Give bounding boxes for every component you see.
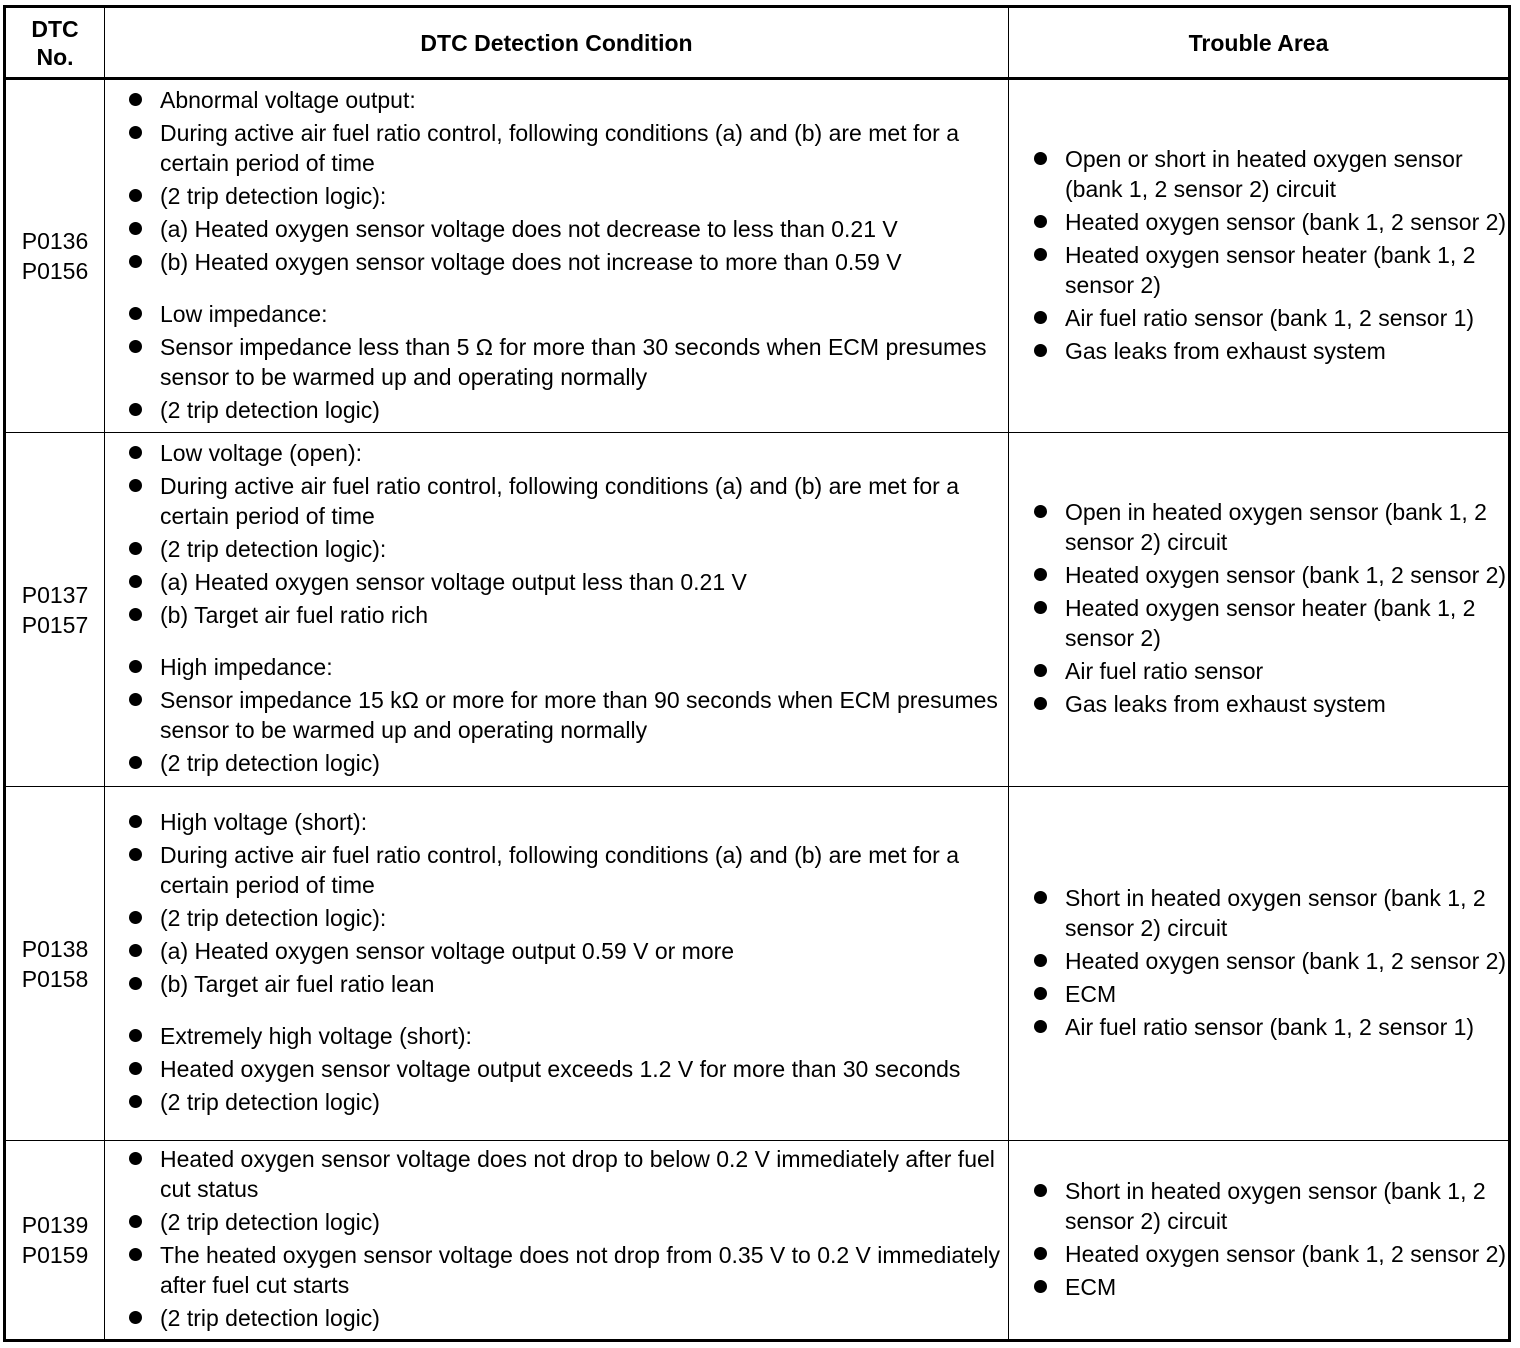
list-item: Heated oxygen sensor (bank 1, 2 sensor 2) <box>1009 946 1508 976</box>
list-item: ECM <box>1009 1272 1508 1302</box>
list-item: (2 trip detection logic) <box>105 748 1008 778</box>
list-item: Open or short in heated oxygen sensor (bank 1, 2 sensor 2) circuit <box>1009 144 1508 204</box>
list-item: High voltage (short): <box>105 807 1008 837</box>
list-item: Sensor impedance less than 5 Ω for more than 30 seconds when ECM presumes sensor to be warmed up and operating normally <box>105 332 1008 392</box>
list-item: (a) Heated oxygen sensor voltage output 0.59 V or more <box>105 936 1008 966</box>
list-item: Heated oxygen sensor voltage does not drop to below 0.2 V immediately after fuel cut status <box>105 1144 1008 1204</box>
dtc-code-cell <box>5 433 105 787</box>
list-item: Abnormal voltage output: <box>105 85 1008 115</box>
table-row <box>5 79 1510 433</box>
dtc-table <box>3 5 1511 1342</box>
list-item: During active air fuel ratio control, following conditions (a) and (b) are met for a certain period of time <box>105 118 1008 178</box>
header-dtc-no: DTC No. <box>5 7 105 79</box>
list-item: Air fuel ratio sensor (bank 1, 2 sensor 1) <box>1009 1012 1508 1042</box>
dtc-code: P0159 <box>21 1242 89 1268</box>
dtc-code: P0137 <box>21 581 89 608</box>
list-item: Short in heated oxygen sensor (bank 1, 2 sensor 2) circuit <box>1009 883 1508 943</box>
list-item: Sensor impedance 15 kΩ or more for more than 90 seconds when ECM presumes sensor to be warmed up and operating normally <box>105 685 1008 745</box>
dtc-code: P0136 <box>21 228 89 254</box>
trouble-area-cell <box>1009 79 1510 433</box>
list-item: (2 trip detection logic): <box>105 181 1008 211</box>
dtc-code: P0157 <box>21 611 89 638</box>
list-item: Heated oxygen sensor (bank 1, 2 sensor 2) <box>1009 207 1508 237</box>
dtc-code-cell <box>5 79 105 433</box>
dtc-code-cell <box>5 1141 105 1341</box>
detection-condition-cell <box>105 79 1009 433</box>
list-item: Gas leaks from exhaust system <box>1009 336 1508 366</box>
detection-condition-cell <box>105 1141 1009 1341</box>
table-header-row <box>5 7 1510 79</box>
list-item: (2 trip detection logic) <box>105 1207 1008 1237</box>
list-item: Low voltage (open): <box>105 438 1008 468</box>
list-item: Air fuel ratio sensor (bank 1, 2 sensor 1) <box>1009 303 1508 333</box>
list-item: (a) Heated oxygen sensor voltage does not decrease to less than 0.21 V <box>105 214 1008 244</box>
list-item: (2 trip detection logic) <box>105 395 1008 425</box>
list-item: (a) Heated oxygen sensor voltage output less than 0.21 V <box>105 567 1008 597</box>
list-item: Heated oxygen sensor (bank 1, 2 sensor 2) <box>1009 560 1508 590</box>
dtc-code: P0156 <box>21 258 89 284</box>
list-item: Heated oxygen sensor heater (bank 1, 2 sensor 2) <box>1009 593 1508 653</box>
trouble-area-cell <box>1009 787 1510 1141</box>
list-item: Heated oxygen sensor heater (bank 1, 2 sensor 2) <box>1009 240 1508 300</box>
trouble-area-cell <box>1009 433 1510 787</box>
list-item: ECM <box>1009 979 1508 1009</box>
header-trouble-area: Trouble Area <box>1009 7 1510 79</box>
list-item: Gas leaks from exhaust system <box>1009 689 1508 719</box>
list-item: High impedance: <box>105 652 1008 682</box>
dtc-code: P0158 <box>21 965 89 992</box>
list-item: During active air fuel ratio control, following conditions (a) and (b) are met for a certain period of time <box>105 471 1008 531</box>
list-item: Heated oxygen sensor voltage output exceeds 1.2 V for more than 30 seconds <box>105 1054 1008 1084</box>
table-row <box>5 433 1510 787</box>
list-item: Air fuel ratio sensor <box>1009 656 1508 686</box>
list-item: (2 trip detection logic): <box>105 534 1008 564</box>
list-item: (b) Target air fuel ratio rich <box>105 600 1008 630</box>
list-item: Heated oxygen sensor (bank 1, 2 sensor 2) <box>1009 1239 1508 1269</box>
list-item: (b) Heated oxygen sensor voltage does not increase to more than 0.59 V <box>105 247 1008 277</box>
list-item: (2 trip detection logic): <box>105 903 1008 933</box>
dtc-code: P0138 <box>21 935 89 962</box>
list-item: (2 trip detection logic) <box>105 1087 1008 1117</box>
list-item: During active air fuel ratio control, following conditions (a) and (b) are met for a certain period of time <box>105 840 1008 900</box>
table-row <box>5 787 1510 1141</box>
header-detection-condition: DTC Detection Condition <box>105 7 1009 79</box>
list-item: The heated oxygen sensor voltage does not drop from 0.35 V to 0.2 V immediately after fuel cut starts <box>105 1240 1008 1300</box>
detection-condition-cell <box>105 787 1009 1141</box>
list-item: Short in heated oxygen sensor (bank 1, 2 sensor 2) circuit <box>1009 1176 1508 1236</box>
table-row <box>5 1141 1510 1341</box>
dtc-code: P0139 <box>21 1212 89 1238</box>
trouble-area-cell <box>1009 1141 1510 1341</box>
list-item: Low impedance: <box>105 299 1008 329</box>
document-page <box>3 5 1508 1342</box>
list-item: Extremely high voltage (short): <box>105 1021 1008 1051</box>
list-item: (b) Target air fuel ratio lean <box>105 969 1008 999</box>
dtc-code-cell <box>5 787 105 1141</box>
detection-condition-cell <box>105 433 1009 787</box>
list-item: (2 trip detection logic) <box>105 1303 1008 1333</box>
list-item: Open in heated oxygen sensor (bank 1, 2 sensor 2) circuit <box>1009 497 1508 557</box>
